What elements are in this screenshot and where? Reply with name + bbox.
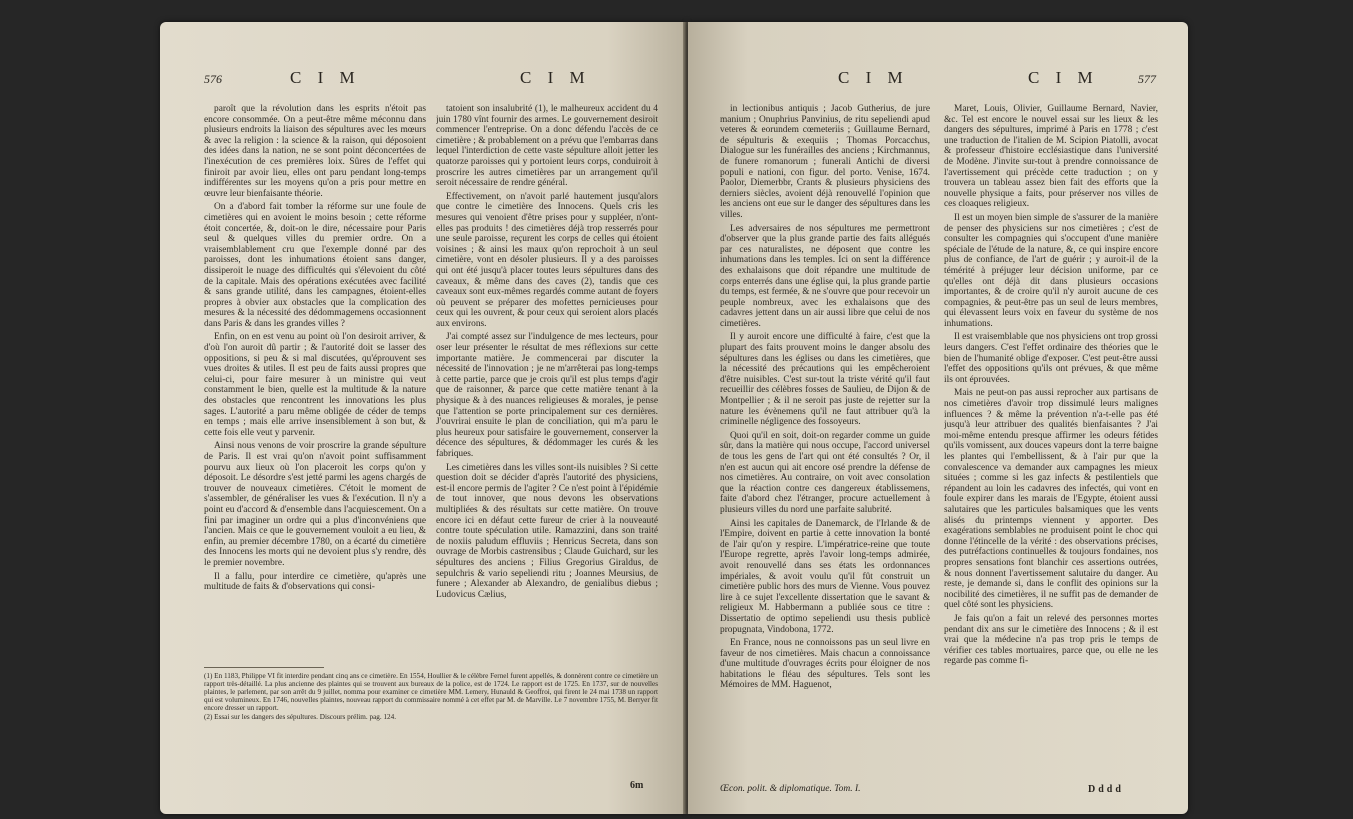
paragraph: Il y auroit encore une difficulté à faire, c'est que la plupart des faits prouvent moins le danger absolu des sépultures dans les églises ou dans les cimetières, que la nécessité des précautions qui les empêcheroient d'être nuisibles. C'est sur-tout la triste vérité qu'il faut recueillir des célèbres fosses de Saulieu, de Dijon & de Montpellier ; & il ne seroit pas juste de rejetter sur la nature les évènemens qu'il ne faut attribuer qu'à la criminelle négligence des fossoyeurs. [720,332,930,428]
footer-title: Œcon. polit. & diplomatique. Tom. I. [720,784,861,794]
paragraph: Il est un moyen bien simple de s'assurer de la manière de penser des physiciens sur nos cimetières ; c'est de consulter les compagnies qui s'occupent d'une manière spéciale de l'étude de la nature, &, ce qui inspire encore plus de confiance, de l'art de guérir ; y auroit-il de la témérité à préjuger leur décision uniforme, par ce qu'elles ont déjà dit dans plusieurs occasions importantes, & de croire qu'il n'y auroit aucune de ces compagnies, & peut-être pas un seul de leurs membres, qui élevassent leurs voix en faveur du système de nos inhumations. [944,212,1158,329]
text-column-1 [204,104,426,664]
paragraph: Quoi qu'il en soit, doit-on regarder comme un guide sûr, dans la matière qui nous occupe, l'accord universel de tous les gens de l'art qui ont été consultés ? Or, il n'en est aucun qui ait encore osé prendre la défense de nos cimetières. Au contraire, on voit avec consolation que la réaction contre ces dangereux établissemens, faite d'abord chez l'étranger, procure actuellement à plusieurs villes du nord une parfaite salubrité. [720,430,930,515]
signature-mark: 6m [630,780,644,791]
running-header: C I M [838,68,909,87]
footnotes [204,672,658,782]
right-page [688,22,1188,814]
running-header: C I M [520,68,591,87]
paragraph: Je fais qu'on a fait un relevé des personnes mortes pendant dix ans sur le cimetière des Innocens ; & il est vrai que la médecine n'a pas trop pris le temps de vérifier ces tables mortuaires, parce que, ou elle ne les regarde pas comme fi- [944,613,1158,667]
paragraph: Enfin, on en est venu au point où l'on desiroit arriver, & d'où l'on auroit dû partir ; & l'autorité doit se lasser des oppositions, si peu & si mal discutées, qu'éprouvent ses vues droites & utiles. Il est peu de faits aussi propres que celui-ci, pour faire mesurer à un ministre qui veut constamment le bien, quelle est la multitude & la nature des obstacles que rencontrent les innovations les plus sages. L'autorité a paru même obligée de céder de temps en temps ; mais elle arrive insensiblement à son but, & cette fois elle veut y parvenir. [204,332,426,438]
paragraph: Il a fallu, pour interdire ce cimetière, qu'après une multitude de faits & d'observations qui consi- [204,571,426,593]
paragraph: Maret, Louis, Olivier, Guillaume Bernard, Navier, &c. Tel est encore le nouvel essai sur les lieux & les dangers des sépultures, imprimé à Paris en 1778 ; c'est une traduction de l'italien de M. Scipion Piatolli, avocat & professeur d'histoire ecclésiastique dans l'université de Modène. J'invite sur-tout à prendre connoissance de l'avertissement qui précède cette traduction ; on y trouvera un tableau assez bien fait des efforts que la nouvelle physique a faits, pour préserver nos villes de ces cloaques religieux. [944,104,1158,210]
signature-mark: Dddd [1088,784,1124,795]
paragraph: paroît que la révolution dans les esprits n'étoit pas encore consommée. On a peut-être même méconnu dans plusieurs endroits la liaison des sépultures avec les mœurs & avec la religion : la science & la raison, qui déposoient des idées dans la nation, ne se sont point déconcertées de l'inexécution de ces premières loix. Sûres de l'effet qui finiroit par avoir lieu, elles ont paru pendant long-temps indifférentes sur les moyens qu'on a pris pour mettre en œuvre leur bienfaisante théorie. [204,104,426,199]
paragraph: Les adversaires de nos sépultures me permettront d'observer que la plus grande partie des faits allégués par ces naturalistes, ne déposent que contre les inhumations dans les temples. Ici on sent la différence des exhalaisons que doit répandre une multitude de corps enterrés dans une église qui, la plus grande partie du temps, est fermée, & ne s'ouvre que pour recevoir un peuple nombreux, avec les exhalaisons que des cadavres jettent dans un air aussi libre que celui de nos cimetières. [720,223,930,329]
paragraph: Ainsi les capitales de Danemarck, de l'Irlande & de l'Empire, doivent en partie à cette innovation la bonté de l'air qu'on y respire. L'impératrice-reine que toute l'Europe regrette, après l'avoir long-temps admirée, avoit renouvellé dans ses états les ordonnances impériales, & avoit voulu qu'il fût construit un cimetière public hors des murs de Vienne. Vous pouvez lire à ce sujet l'excellente dissertation que le savant & religieux M. Habbermann a publiée sous ce titre : Dissertatio de optimo sepeliendi usu thesis publicè propugnata, Vindobona, 1772. [720,518,930,635]
paragraph: Il est vraisemblable que nos physiciens ont trop grossi leurs dangers. C'est l'effet ordinaire des théories que le bien de l'humanité oblige d'exposer. C'est peut-être aussi l'effet des oppositions qu'ils ont prévues, & que même ils ont éprouvées. [944,332,1158,385]
text-column-2 [944,104,1158,780]
paragraph: in lectionibus antiquis ; Jacob Gutherius, de jure manium ; Onuphrius Panvinius, de ritu sepeliendi apud veteres & eorundem cœmeteriis ; Guillaume Bernard, de sépulturis & exequiis ; Thomas Porcacchus, Dialogue sur les funérailles des anciens ; Kirchmannus, de funere romanorum ; funerali Antichi de diversi populi e nationi, con figur. del porto. Venise, 1674. Paolor, Diemerbbr, Crants & plusieurs physiciens des derniers siècles, avoient déjà renouvellé l'opinion que les anciens ont eue sur le danger des sépultures dans les villes. [720,104,930,220]
footnote-rule [204,667,324,668]
paragraph: tatoient son insalubrité (1), le malheureux accident du 4 juin 1780 vînt fournir des armes. Le gouvernement desiroit commencer l'entreprise. On a donc défendu l'accès de ce cimetière ; & probablement on a prévu que l'embarras dans lequel l'interdiction de cette vaste sépulture alloit jetter les quatorze paroisses qui y portoient leurs corps, conduiroit à proscrire les autres cimetières par un arrangement qu'il seroit nécessaire de rendre général. [436,104,658,189]
page-number: 577 [1138,72,1156,86]
paragraph: En France, nous ne connoissons pas un seul livre en faveur de nos cimetières. Mais chacun a connoissance d'une multitude d'ouvrages écrits pour éloigner de nos habitations le fléau des sépultures. Tels sont les Mémoires de MM. Haguenot, [720,638,930,691]
text-column-2 [436,104,658,664]
paragraph: On a d'abord fait tomber la réforme sur une foule de cimetières qui en avoient le moins besoin ; cette réforme étoit concertée, &, doit-on le dire, nécessaire pour Paris seul & quelques villes du premier ordre. On a vraisemblablement cru que l'exemple donné par des paroisses, dont les inhumations étoient sans danger, dissiperoit le nuage des difficultés qui s'élevoient du côté de la capitale. Mais des opérations exécutées avec facilité & sans grande utilité, dans les campagnes, étoient-elles propres à obvier aux obstacles que la complication des mesures & la nécessité des dédommagemens occasionnent dans Paris & dans les grandes villes ? [204,202,426,329]
page-number: 576 [204,72,222,86]
paragraph: Ainsi nous venons de voir proscrire la grande sépulture de Paris. Il est vrai qu'on n'avoit point suffisamment pourvu aux lieux où l'on placeroit les corps qu'on y déposoit. Le désordre s'est jetté parmi les agens chargés de trouver de nouveaux cimetières. C'étoit le moment de s'assembler, de généraliser les vues & l'exécution. Il n'y a point eu d'accord & d'ensemble dans l'acquiescement. On a fini par imaginer un ordre qui a plus d'inconvéniens que l'ancien. Mais ce que le gouvernement vouloit a eu lieu, & enfin, au premier décembre 1780, on a écarté du cimetière des Innocens les morts qui ne devoient plus s'y rendre, dès le premier novembre. [204,441,426,568]
paragraph: J'ai compté assez sur l'indulgence de mes lecteurs, pour oser leur présenter le résultat de mes réflexions sur cette importante matière. Je commencerai par discuter la nécessité de l'innovation ; je ne m'arrêterai pas long-temps à cette partie, parce que je crois qu'il est plus temps d'agir que de raisonner, & parce que cette matière tenant à la physique & à des nuances religieuses & morales, je pense que l'attention se porte principalement sur ces dernières. J'ouvrirai ensuite le plan de conciliation, qui m'a paru le plus heureux pour satisfaire le gouvernement, conserver la décence des sépultures, & dédommager les curés & les fabriques. [436,332,658,459]
running-header: C I M [1028,68,1099,87]
text-column-1 [720,104,930,780]
footnote: (1) En 1183, Philippe VI fit interdire pendant cinq ans ce cimetière. En 1554, Houllier & le célèbre Fernel furent appellés, & donnèrent contre ce cimetière un rapport très-détaillé. La plus ancienne des plaintes qui se trouvent aux bureaux de la police, est de 1724. Le rapport est de 1725. En 1737, sur de nouvelles plaintes, le parlement, par son arrêt du 9 juillet, nomma pour examiner ce cimetière MM. Lemery, Hunauld & Geoffroi, qui firent le 24 mai 1738 un rapport qui est volumineux. En 1746, nouvelles plaintes, nouveau rapport du commissaire nommé à cet effet par M. de Marville. Le 7 novembre 1755, M. Berryer fit encore dresser un rapport. [204,672,658,712]
running-header: C I M [290,68,361,87]
footnote: (2) Essai sur les dangers des sépultures. Discours prélim. pag. 124. [204,713,397,721]
paragraph: Mais ne peut-on pas aussi reprocher aux partisans de nos cimetières d'avoir trop dissimulé leurs malignes influences ? & même la prévention n'a-t-elle pas été jusqu'à leur attribuer des qualités bienfaisantes ? J'ai moi-même entendu presque affirmer les odeurs fétides qu'ils vomissent, aux douces vapeurs dont la terre baigne les plantes qui l'embellissent, & à l'air pur que la convalescence va demander aux campagnes les mieux situées ; comme si les gaz infects & pestilentiels que répandent au loin les cadavres des infectés, qui vont en foule expirer dans les marais de l'Egypte, étoient aussi salutaires que les particules balsamiques que les vents alisés du printemps viennent y apporter. Des exagérations semblables ne produisent point le choc qui donne l'étincelle de la vérité : des observations précises, des putréfactions continuelles & toujours fondaines, nos propres sensations font blanchir ces assertions outrées, & nous donnent l'avertissement salutaire du danger. Au reste, je demande si, dans le conflit des opinions sur la nocibilité des cimetières, il ne suffit pas de demander de quel côté sont les physiciens. [944,388,1158,611]
paragraph: Effectivement, on n'avoit parlé hautement jusqu'alors que contre le cimetière des Innocens. Quels cris les mesures qui venoient d'être prises pour y suppléer, n'ont-elles pas produits ! des cimetières déjà trop resserrés pour une seule paroisse, reçurent les corps de celles qui étoient voisines ; & ainsi les maux qu'on reprochoit à un seul cimetière, vont en désoler plusieurs. Il y a des paroisses qui ont été jusqu'à placer toutes leurs sépultures dans des caveaux, & même dans des caves (2), tandis que ces caveaux sont eux-mêmes regardés comme autant de foyers où peuvent se préparer des mofettes pernicieuses pour ceux qui les ouvrent, & pour ceux qui seroient alors placés aux environs. [436,191,658,329]
paragraph: Les cimetières dans les villes sont-ils nuisibles ? Si cette question doit se décider d'après l'autorité des physiciens, est-il encore permis de l'agiter ? Ce n'est point à l'épidémie de tout innover, que nous devons les observations multipliées & des résultats sur cette matière. On trouve encore ici en défaut cette fureur de crier à la nouveauté contre toute spéculation utile. Ramazzini, dans son traité de noxiis paludum effluviis ; Henricus Secreta, dans son ouvrage de Morbis castrensibus ; Claude Guichard, sur les sépultures des anciens ; Filius Gregorius Giraldus, de sepulchris & vario sepeliendi ritu ; Joannes Meursius, de funere ; Alexander ab Alexandro, de genialibus diebus ; Ludovicus Cælius, [436,462,658,600]
left-page [160,22,686,814]
